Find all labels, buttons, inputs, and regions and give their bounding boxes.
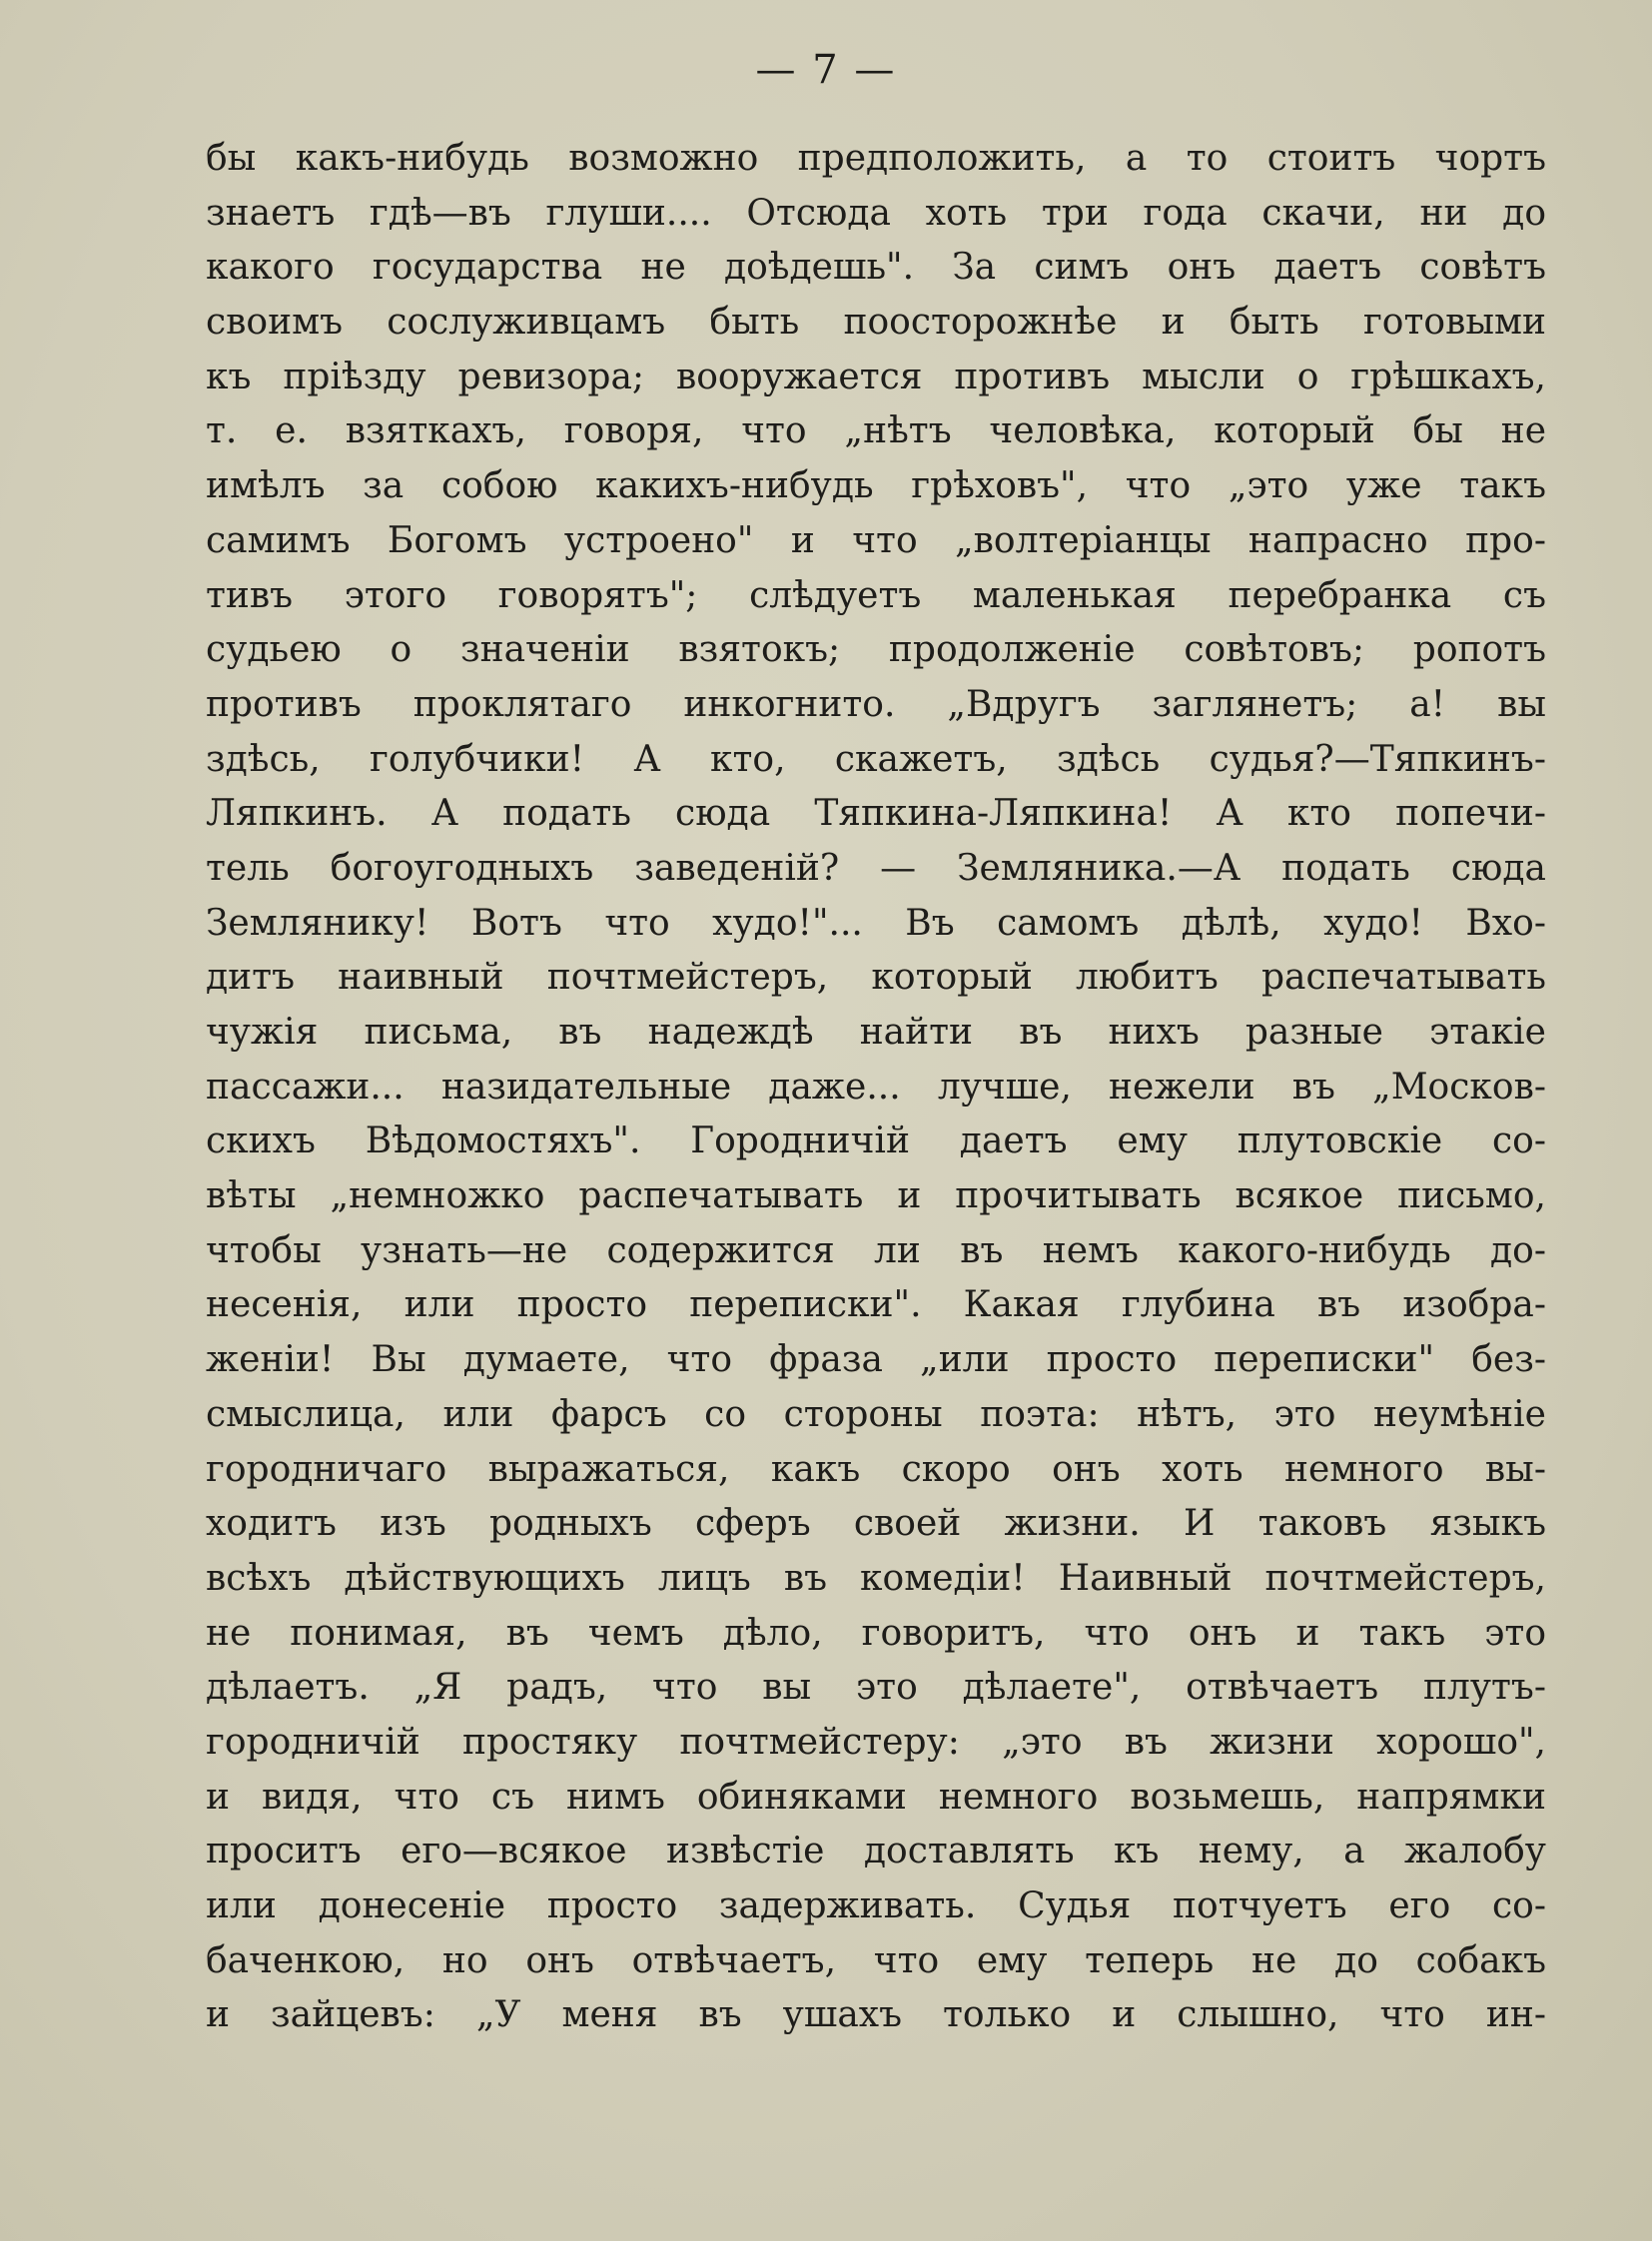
text-line: какого государства не доѣдешь". За симъ онъ даетъ совѣтъ [206,247,1546,289]
text-line: чтобы узнать—не содержится ли въ немъ какого-нибудь до- [206,1229,1546,1271]
text-line: Землянику! Вотъ что худо!"... Въ самомъ дѣлѣ, худо! Вхо- [206,902,1546,944]
text-line: скихъ Вѣдомостяхъ". Городничій даетъ ему плутовскіе со- [206,1120,1546,1162]
text-line: т. е. взяткахъ, говоря, что „нѣтъ человѣка, который бы не [206,410,1546,452]
text-line: или донесеніе просто задерживать. Судья потчуетъ его со- [206,1885,1546,1926]
text-line: противъ проклятаго инкогнито. „Вдругъ заглянетъ; а! вы [206,683,1546,725]
text-line: здѣсь, голубчики! А кто, скажетъ, здѣсь судья?—Тяпкинъ- [206,738,1546,780]
text-line: дитъ наивный почтмейстеръ, который любитъ распечатывать [206,957,1546,999]
text-line: дѣлаетъ. „Я радъ, что вы это дѣлаете", отвѣчаетъ плутъ- [206,1667,1546,1709]
text-line: Ляпкинъ. А подать сюда Тяпкина-Ляпкина! А кто попечи- [206,793,1546,835]
text-line: не понимая, въ чемъ дѣло, говоритъ, что онъ и такъ это [206,1612,1546,1654]
text-line: бы какъ-нибудь возможно предположить, а то стоитъ чортъ [206,138,1546,179]
text-line: вѣты „немножко распечатывать и прочитывать всякое письмо, [206,1175,1546,1217]
text-line: женіи! Вы думаете, что фраза „или просто переписки" без- [206,1339,1546,1381]
text-line: смыслица, или фарсъ со стороны поэта: нѣтъ, это неумѣніе [206,1393,1546,1435]
text-line: знаетъ гдѣ—въ глуши.... Отсюда хоть три года скачи, ни до [206,192,1546,234]
text-line: баченкою, но онъ отвѣчаетъ, что ему теперь не до собакъ [206,1939,1546,1981]
text-line: къ пріѣзду ревизора; вооружается противъ мысли о грѣшкахъ, [206,356,1546,397]
text-line: своимъ сослуживцамъ быть поосторожнѣе и быть готовыми [206,302,1546,344]
text-line: всѣхъ дѣйствующихъ лицъ въ комедіи! Наивный почтмейстеръ, [206,1557,1546,1599]
text-line: и видя, что съ нимъ обиняками немного возьмешь, напрямки [206,1776,1546,1818]
text-line: городничаго выражаться, какъ скоро онъ хоть немного вы- [206,1448,1546,1490]
text-line: имѣлъ за собою какихъ-нибудь грѣховъ", что „это уже такъ [206,465,1546,507]
text-line: чужія письма, въ надеждѣ найти въ нихъ разные этакіе [206,1012,1546,1053]
text-line: судьею о значеніи взятокъ; продолженіе совѣтовъ; ропотъ [206,629,1546,671]
body-text [206,132,1546,2043]
text-line: тель богоугодныхъ заведеній? — Земляника.—А подать сюда [206,847,1546,889]
text-line: и зайцевъ: „У меня въ ушахъ только и слышно, что ин- [206,1994,1546,2036]
text-line: самимъ Богомъ устроено" и что „волтеріанцы напрасно про- [206,519,1546,561]
text-line: тивъ этого говорятъ"; слѣдуетъ маленькая перебранка съ [206,574,1546,616]
text-line: городничій простяку почтмейстеру: „это въ жизни хорошо", [206,1721,1546,1763]
text-line: проситъ его—всякое извѣстіе доставлять къ нему, а жалобу [206,1831,1546,1872]
page-number: — 7 — [755,47,897,93]
text-line: пассажи... назидательные даже... лучше, нежели въ „Москов- [206,1066,1546,1108]
text-line: несенія, или просто переписки". Какая глубина въ изобра- [206,1284,1546,1326]
text-line: ходитъ изъ родныхъ сферъ своей жизни. И таковъ языкъ [206,1503,1546,1545]
